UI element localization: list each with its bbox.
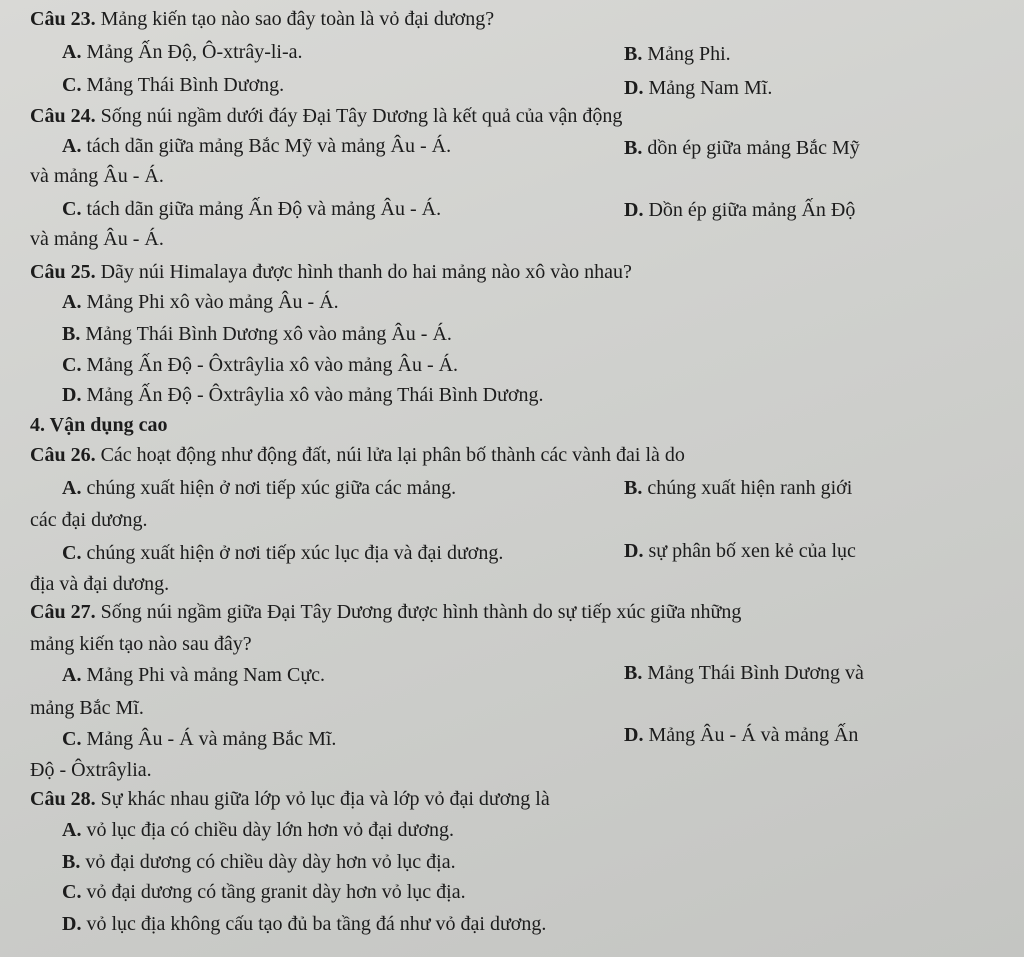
question-25-option-a <box>62 292 339 312</box>
option-text: Mảng Phi. <box>647 43 731 65</box>
question-25-label: Câu 25. <box>30 261 96 283</box>
option-text: Dồn ép giữa mảng Ấn Độ <box>648 199 856 221</box>
option-label: B. <box>624 662 643 684</box>
question-26-label: Câu 26. <box>30 444 96 466</box>
question-28-stem <box>30 789 550 809</box>
question-24-option-c <box>62 199 441 219</box>
question-27-label: Câu 27. <box>30 601 96 623</box>
question-24-option-a <box>62 136 451 156</box>
option-label: A. <box>62 819 82 841</box>
option-label: A. <box>62 291 82 313</box>
question-28-option-c <box>62 882 466 902</box>
question-27-option-a <box>62 665 325 685</box>
question-24-label: Câu 24. <box>30 105 96 127</box>
option-label: B. <box>624 137 643 159</box>
option-text: vỏ đại dương có tầng granit dày hơn vỏ lục địa. <box>86 881 466 903</box>
question-26-text: Các hoạt động như động đất, núi lửa lại phân bố thành các vành đai là do <box>100 444 685 466</box>
section-title: 4. Vận dụng cao <box>30 414 168 436</box>
option-label: A. <box>62 664 82 686</box>
option-text: vỏ lục địa có chiều dày lớn hơn vỏ đại dương. <box>86 819 454 841</box>
question-27-stem <box>30 602 741 622</box>
option-label: B. <box>624 43 643 65</box>
question-25-option-d <box>62 385 544 405</box>
question-23-option-b <box>624 44 731 64</box>
option-text: Mảng Âu - Á và mảng Ấn <box>648 724 859 746</box>
option-text: Mảng Thái Bình Dương xô vào mảng Âu - Á. <box>85 323 452 345</box>
question-26-option-d <box>624 541 856 561</box>
option-text: vỏ đại dương có chiều dày dày hơn vỏ lục địa. <box>85 851 456 873</box>
option-text: chúng xuất hiện ở nơi tiếp xúc lục địa và đại dương. <box>86 542 504 564</box>
option-text: chúng xuất hiện ranh giới <box>647 477 853 499</box>
question-23-label: Câu 23. <box>30 8 96 30</box>
question-25-text: Dãy núi Himalaya được hình thanh do hai mảng nào xô vào nhau? <box>100 261 632 283</box>
option-text: chúng xuất hiện ở nơi tiếp xúc giữa các mảng. <box>86 477 457 499</box>
option-label: C. <box>62 198 82 220</box>
question-28-option-a <box>62 820 454 840</box>
question-26-option-d-cont: địa và đại dương. <box>30 573 170 595</box>
option-label: D. <box>624 724 644 746</box>
option-text: Mảng Thái Bình Dương. <box>86 74 285 96</box>
question-27-option-d-cont: Độ - Ôxtrâylia. <box>30 759 152 781</box>
option-text: Mảng Thái Bình Dương và <box>647 662 864 684</box>
question-27-option-b <box>624 663 864 683</box>
option-label: A. <box>62 477 82 499</box>
question-27-option-c <box>62 729 336 749</box>
question-27-text: Sống núi ngầm giữa Đại Tây Dương được hình thành do sự tiếp xúc giữa những <box>100 601 742 623</box>
question-26-option-b <box>624 478 852 498</box>
question-24-option-d-cont: và mảng Âu - Á. <box>30 228 164 250</box>
question-24-text: Sống núi ngầm dưới đáy Đại Tây Dương là kết quả của vận động <box>100 105 623 127</box>
question-24-option-d <box>624 200 855 220</box>
question-28-option-d <box>62 914 546 934</box>
option-text: Mảng Ấn Độ - Ôxtrâylia xô vào mảng Thái Bình Dương. <box>86 384 544 406</box>
option-text: dồn ép giữa mảng Bắc Mỹ <box>647 137 860 159</box>
question-28-option-b <box>62 852 456 872</box>
option-text: vỏ lục địa không cấu tạo đủ ba tầng đá như vỏ đại dương. <box>86 913 547 935</box>
question-26-stem <box>30 445 685 465</box>
question-28-label: Câu 28. <box>30 788 96 810</box>
question-25-option-c <box>62 355 458 375</box>
option-text: tách dãn giữa mảng Ấn Độ và mảng Âu - Á. <box>86 198 442 220</box>
option-text: Mảng Âu - Á và mảng Bắc Mĩ. <box>86 728 337 750</box>
question-26-option-c <box>62 543 503 563</box>
option-label: C. <box>62 542 82 564</box>
question-23-option-d <box>624 78 772 98</box>
question-25-option-b <box>62 324 452 344</box>
option-label: C. <box>62 74 82 96</box>
question-28-text: Sự khác nhau giữa lớp vỏ lục địa và lớp vỏ đại dương là <box>100 788 550 810</box>
question-24-option-b <box>624 138 860 158</box>
option-label: D. <box>62 384 82 406</box>
question-24-stem <box>30 106 622 126</box>
option-label: C. <box>62 728 82 750</box>
option-label: C. <box>62 881 82 903</box>
question-26-option-a <box>62 478 456 498</box>
option-text: Mảng Phi xô vào mảng Âu - Á. <box>86 291 339 313</box>
question-23-option-a <box>62 42 303 62</box>
option-label: D. <box>624 77 644 99</box>
option-label: A. <box>62 41 82 63</box>
question-27-option-b-cont: mảng Bắc Mĩ. <box>30 697 144 719</box>
option-label: A. <box>62 135 82 157</box>
question-24-option-b-cont: và mảng Âu - Á. <box>30 165 164 187</box>
option-text: Mảng Phi và mảng Nam Cực. <box>86 664 326 686</box>
question-26-option-b-cont: các đại dương. <box>30 509 148 531</box>
question-27-stem-cont: mảng kiến tạo nào sau đây? <box>30 633 252 655</box>
question-27-option-d <box>624 725 858 745</box>
question-23-stem <box>30 9 494 29</box>
question-25-stem <box>30 262 632 282</box>
option-text: Mảng Ấn Độ, Ô-xtrây-li-a. <box>86 41 303 63</box>
question-23-text: Mảng kiến tạo nào sao đây toàn là vỏ đại dương? <box>100 8 495 30</box>
option-label: D. <box>62 913 82 935</box>
option-text: tách dãn giữa mảng Bắc Mỹ và mảng Âu - Á. <box>86 135 452 157</box>
option-label: C. <box>62 354 82 376</box>
option-text: sự phân bố xen kẻ của lục <box>648 540 856 562</box>
option-text: Mảng Ấn Độ - Ôxtrâylia xô vào mảng Âu - Á. <box>86 354 459 376</box>
question-23-option-c <box>62 75 284 95</box>
option-label: B. <box>624 477 643 499</box>
option-label: D. <box>624 199 644 221</box>
option-label: B. <box>62 851 81 873</box>
option-text: Mảng Nam Mĩ. <box>648 77 773 99</box>
option-label: B. <box>62 323 81 345</box>
option-label: D. <box>624 540 644 562</box>
